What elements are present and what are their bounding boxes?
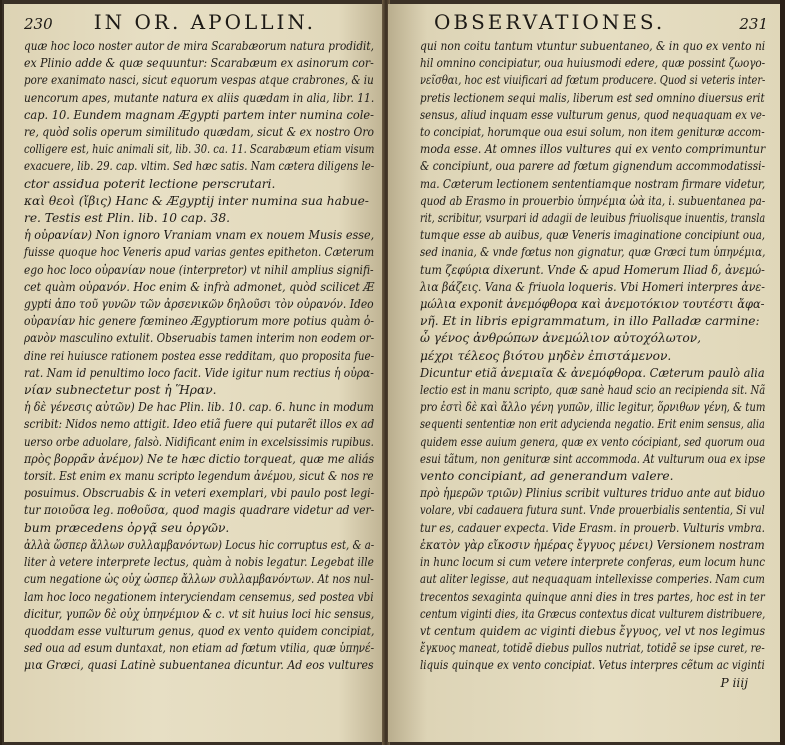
text-line: ἑκατὸν γὰρ εἴκοσιν ἡμέρας ἔγγυος μένει) Versionem nostram [420, 537, 765, 552]
text-line: sed oua ad esum duntaxat, non etiam ad fœtum vtilia, quæ ὑπηνέ- [24, 641, 375, 656]
text-line: liter à vetere interprete lectus, quàm à nobis legatur. Legebat ille [24, 555, 374, 570]
text-line: ὦ γένος ἀνθρώπων ἀνεμώλιον αὐτοχόλωτον, [420, 331, 702, 346]
text-line: νίαν subnectetur post ἡ Ἥραν. [24, 383, 217, 398]
text-line: ἔγκυος maneat, totidẽ diebus pullos nutriat, totidẽ se ipse curet, re- [420, 641, 765, 656]
text-line: trecentos sexaginta quinque anni dies in tres partes, hoc est in ter [420, 589, 765, 604]
text-line: ma. Cæterum lectionem sententiamque nostram firmare videtur, [420, 176, 766, 191]
text-line: colligere est, huic animali sit, lib. 30. ca. 11. Scarabæum etiam visum [24, 142, 375, 157]
text-line: rat. Nam id penultimo loco facit. Vide igitur num rectius ἡ οὐρα- [24, 365, 374, 380]
text-line: ex Plinio adde & quæ sequuntur: Scarabæum ex asinorum cor- [24, 56, 374, 71]
right-page-header [420, 10, 768, 36]
text-line: tumque esse ab auibus, quæ Veneris imaginatione concipiunt oua, [420, 228, 766, 243]
running-head: IN OR. APOLLIN. [93, 10, 316, 34]
text-line: bum præcedens ὀργᾷ seu ὀργῶν. [24, 520, 230, 535]
left-page-text [24, 38, 376, 675]
text-line: ἡ οὐρανίαν) Non ignoro Vraniam vnam ex nouem Musis esse, [24, 228, 375, 243]
book-edge [780, 0, 785, 745]
text-line: sensus, aliud inquam esse vulturum genus, quod nequaquam ex ve- [420, 107, 766, 122]
text-line: lectio est in manu scripto, quæ sanè haud scio an recipienda sit. Nã [420, 383, 766, 398]
text-line: rit, scribitur, vsurpari id adagii de leuibus friuolisque inuentis, transla [420, 211, 766, 226]
right-page-text [420, 38, 768, 675]
page-number: 231 [739, 15, 768, 33]
text-line: cap. 10. Eundem magnam Ægypti partem inter numina cole- [24, 107, 374, 122]
text-line: & concipiunt, oua parere ad fœtum gignendum accommodatissi- [420, 159, 766, 174]
left-page [4, 4, 384, 742]
text-line: quæ hoc loco noster autor de mira Scarabæorum natura prodidit, [24, 39, 374, 53]
left-page-header [24, 10, 376, 36]
text-line: uencorum apes, mutante natura ex aliis quædam in alia, libr. 11. [24, 90, 375, 105]
text-line: vt centum quidem ac viginti diebus ἔγγυος, vel vt nos legimus [420, 623, 766, 638]
text-line: uerso orbe aduolare, falsò. Nidificant enim in excelsissimis rupibus. [24, 434, 374, 449]
page-number: 230 [24, 15, 53, 33]
text-line: fuisse quoque hoc Veneris apud varias gentes epitheton. Cæterum [24, 245, 375, 260]
text-line: vento concipiant, ad generandum valere. [420, 469, 674, 484]
text-line: quoddam esse vulturum genus, quod ex vento quidem concipiat, [24, 623, 375, 638]
text-line: quidem esse auium genera, quæ ex vento cócipiant, sed quorum oua [420, 434, 766, 449]
text-line: centum viginti dies, ita Græcus contextus dicat vulturem distribuere, [420, 606, 766, 621]
signature-mark: P iiij [720, 675, 748, 690]
text-line: μέχρι τέλεος βιότου μηδὲν ἐπιστάμενον. [420, 348, 672, 363]
text-line: esui tãtum, non genituræ sint accommoda. At vulturum oua ex ipse [420, 451, 766, 466]
text-line: ego hoc loco οὐρανίαν noue (interpretor) vt nihil amplius signifi- [24, 262, 374, 277]
text-line: pretis lectionem sequi malis, liberum est sed omnino diuersus erit [420, 90, 765, 105]
running-head: OBSERVATIONES. [434, 10, 666, 34]
text-line: posuimus. Obscruabis & in veteri exemplari, vbi paulo post legi- [24, 486, 375, 501]
text-line: aut aliter legisse, aut nequaquam intellexisse comperies. Nam cum [420, 572, 765, 587]
right-page [388, 4, 780, 742]
text-line: tum ζεφύρια dixerunt. Vnde & apud Homerum Iliad δ, ἀνεμώ- [420, 262, 765, 277]
text-line: to concipiat, horumque oua esui solum, non item genituræ accom- [420, 125, 765, 140]
text-line: dicitur, γυπῶν δὲ οὐχ ὑπηνέμιον & c. vt sit huius loci hic sensus, [24, 606, 375, 621]
text-line: dine rei huiusce rationem postea esse redditam, quo proposita fue- [24, 348, 375, 363]
text-line: lam hoc loco negationem interyciendam censemus, sed postea vbi [24, 589, 374, 604]
text-line: sed inania, & vnde fœtus non gignatur, quæ Græci tum ὑπηνέμια, [420, 245, 766, 260]
text-line: pro ἐστὶ δὲ καὶ ἄλλο γένη γυπῶν, illic legitur, ὅρνιθων γένη, & tum [420, 400, 766, 415]
text-line: καὶ θεοὶ (ἴβις) Hanc & Ægyptij inter numina sua habue- [24, 193, 369, 208]
text-line: sequenti sententiæ non erit adycienda negatio. Erit enim sensus, alia [420, 417, 765, 432]
text-line: νῆ. Et in libris epigrammatum, in illo Palladæ carmine: [420, 314, 760, 329]
text-line: νεῖσθαι, hoc est viuificari ad fœtum producere. Quod si veteris inter- [420, 73, 766, 88]
text-line: tur es, cadauer expecta. Vide Erasm. in prouerb. Vulturis vmbra. [420, 520, 765, 535]
text-line: ρανὸν masculino extulit. Obseruabis tamen interim non eodem or- [24, 331, 375, 346]
text-line: pore exanimato nasci, sicut equorum vespas atque crabrones, & iu [24, 73, 374, 88]
text-line: μώλια exponit ἀνεμόφθορα καὶ ἀνεμοτόκιον τουτέστι ἄφα- [420, 297, 765, 312]
text-line: re. Testis est Plin. lib. 10 cap. 38. [24, 211, 230, 226]
text-line: scribit: Nidos nemo attigit. Ideo etiã fuere qui putarẽt illos ex ad [24, 417, 375, 432]
text-line: qui non coitu tantum vtuntur subuentaneo, & in quo ex vento ni [420, 39, 766, 53]
text-line: πρὸς βορρᾶν ἀνέμον) Ne te hæc dictio torqueat, quæ me aliás [24, 451, 375, 466]
text-line: volare, vbi cadauera futura sunt. Vnde prouerbialis sententia, Si vul [420, 503, 765, 518]
text-line: quod ab Erasmo in prouerbio ὑπηνέμια ὠὰ ita, i. subuentanea pa- [420, 193, 766, 208]
text-line: hil omnino concipiatur, oua huiusmodi edere, quæ possint ζωογο- [420, 56, 766, 71]
text-line: cet quàm οὐρανόν. Hoc enim & infrà admonet, quòd scilicet Æ [24, 279, 375, 294]
text-line: liquis quinque ex vento concipiat. Vetus interpres cẽtum ac viginti [420, 658, 765, 673]
text-line: ἡ δὲ γένεσις αὐτῶν) De hac Plin. lib. 10. cap. 6. hunc in modum [24, 400, 374, 415]
text-line: λια βάζεις. Vana & friuola loqueris. Vbi Homeri interpres ἀνε- [420, 279, 765, 294]
text-line: Dicuntur etiã ἀνεμιαῖα & ἀνεμόφθορα. Cæterum paulò alia [420, 365, 765, 380]
text-line: torsit. Est enim ex manu scripto legendum ἀνέμου, sicut & nos re [24, 469, 374, 484]
text-line: re, quòd solis operum similitudo quædam, sicut & ex nostro Oro [24, 125, 374, 140]
text-line: cum negatione ὡς οὐχ ὡσπερ ἄλλων συλλαμβανόντων. At nos nul- [24, 572, 374, 587]
text-line: πρὸ ἡμερῶν τριῶν) Plinius scribit vultures triduo ante aut biduo [420, 486, 765, 501]
text-line: in hunc locum si cum vetere interprete conferas, eum locum hunc [420, 555, 766, 570]
text-line: exacuere, lib. 29. cap. vltim. Sed hæc satis. Nam cætera diligens le- [24, 159, 375, 174]
text-line: moda esse. At omnes illos vultures qui ex vento comprimuntur [420, 142, 766, 157]
text-line: οὐρανίαν hic genere fœmineo Ægyptiorum more potius quàm ὁ- [24, 314, 375, 329]
text-line: tur ποιοῦσα leg. ποθοῦσα, quod magis quadrare videtur ad ver- [24, 503, 375, 518]
text-line: ἀλλὰ ὥσπερ ἄλλων συλλαμβανόντων) Locus hic corruptus est, & a- [24, 537, 375, 552]
text-line: μια Græci, quasi Latinè subuentanea dicuntur. Ad eos vultures [24, 658, 374, 673]
text-line: gypti ἀπο τοῦ γυνῶν τῶν ἀρσενικῶν δηλοῦσι τὸν οὐρανόν. Ideo [24, 297, 374, 312]
text-line: ctor assidua poterit lectione perscrutari. [24, 176, 276, 191]
